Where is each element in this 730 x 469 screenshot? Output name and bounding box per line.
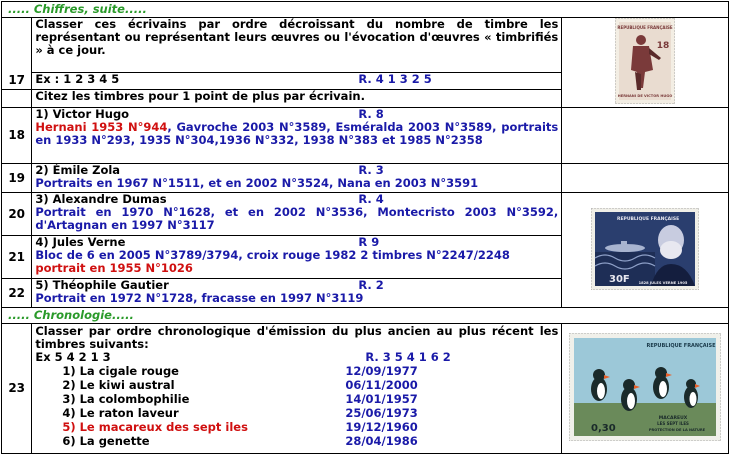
section-title: Chronologie [33, 308, 112, 322]
instruction-text: Citez les timbres pour 1 point de plus par écrivain. [32, 90, 562, 108]
list-item [62, 378, 558, 392]
verne-stamp-cell [562, 193, 729, 308]
stamp-country-text: REPUBLIQUE FRANÇAISE [617, 25, 673, 30]
list-item [62, 420, 558, 434]
row-number-text: 17 [8, 73, 26, 88]
writer-detail-red: portrait en 1955 N°1026 [35, 261, 193, 275]
list-item [62, 434, 558, 448]
blank-cell [562, 164, 729, 193]
stamp-value-text: 0,30 [591, 423, 616, 434]
writer-detail: Bloc de 6 en 2005 N°3789/3794, croix rouge 1982 2 timbres N°2247/2248 [35, 248, 510, 262]
row-number-21 [2, 236, 32, 279]
question-text: Classer ces écrivains par ordre décroissant du nombre de timbre les représentant ou représentant leurs œuvres ou l'évocation d'œuvres « timbrifiés » à ce jour. [35, 17, 559, 57]
question-17-example-row [32, 72, 562, 90]
writer-name: 3) Alexandre Dumas [35, 192, 167, 206]
writer-detail: Portrait en 1970 N°1628, et en 2002 N°3536, Montecristo 2003 N°3592, d'Artagnan en 1997 N°3117 [35, 205, 559, 232]
stamp-value-text: 18 [656, 41, 670, 51]
verne-stamp-icon [591, 208, 699, 290]
section-dots: ..... [8, 2, 30, 16]
puffin-stamp-icon [569, 333, 721, 441]
row-number-blank [2, 90, 32, 108]
writer-detail: Portraits en 1967 N°1511, et en 2002 N°3524, Nana en 2003 N°3591 [35, 176, 479, 190]
writer-zola-cell [32, 164, 562, 193]
section-header-chiffres [2, 2, 729, 18]
blank-cell [562, 108, 729, 164]
writer-verne-cell [32, 236, 562, 279]
row-number-blank [2, 18, 32, 73]
item-date: 25/06/1973 [345, 406, 418, 420]
section-header-chronologie [2, 308, 729, 324]
writer-detail: , Gavroche 2003 N°3589, Esméralda 2003 N°3589, portraits en 1933 N°293, 1935 N°304,1936 N°332, 1938 N°383 et 1985 N°2358 [35, 120, 559, 147]
section-dots: ..... [8, 308, 30, 322]
writer-score: R. 2 [358, 278, 384, 292]
puffin-stamp-cell [562, 324, 729, 454]
writer-hugo-cell [32, 108, 562, 164]
writer-score: R 9 [358, 235, 380, 249]
list-item [62, 392, 558, 406]
stamp-caption-text: 1828 JULES VERNE 1905 [638, 280, 688, 285]
row-number-23 [2, 324, 32, 454]
item-date: 19/12/1960 [345, 420, 418, 434]
writer-score: R. 3 [358, 163, 384, 177]
row-number-20 [2, 193, 32, 236]
row-number-text: 20 [8, 206, 26, 221]
section-dots: ..... [111, 308, 134, 322]
row-number-17 [2, 72, 32, 90]
item-label: 3) La colombophilie [62, 392, 190, 406]
writer-dumas-cell [32, 193, 562, 236]
example-text: Ex 5 4 2 1 3 [35, 350, 111, 364]
row-number-text: 21 [8, 249, 26, 264]
row-number-text: 23 [8, 381, 26, 395]
stamp-caption-text: HERNANI DE VICTOR HUGO [617, 94, 673, 98]
list-item [62, 406, 558, 420]
item-date: 06/11/2000 [345, 378, 418, 392]
writer-detail-red: Hernani 1953 N°944 [35, 120, 168, 134]
item-date: 14/01/1957 [345, 392, 418, 406]
section-title: Chiffres, suite [33, 2, 125, 16]
section-dots: ..... [124, 2, 147, 16]
question-text: Classer par ordre chronologique d'émission du plus ancien au plus récent les timbres suivants: [35, 324, 559, 351]
row-number-text: 19 [8, 170, 26, 185]
item-date: 28/04/1986 [345, 434, 418, 448]
writer-detail: Portrait en 1972 N°1728, fracasse en 1997 N°3119 [35, 291, 364, 305]
answer-text: R. 4 1 3 2 5 [358, 71, 432, 86]
writer-name: 1) Victor Hugo [35, 107, 130, 121]
writer-name: 4) Jules Verne [35, 235, 126, 249]
chronology-list [62, 364, 558, 448]
list-item [62, 364, 558, 378]
stamp-caption-text: PROTECTION DE LA NATURE [649, 428, 706, 432]
answer-text: R. 3 5 4 1 6 2 [365, 350, 451, 364]
stamp-country-text: REPUBLIQUE FRANÇAISE [617, 216, 680, 222]
hugo-stamp-cell [562, 18, 729, 108]
writer-gautier-cell [32, 279, 562, 308]
stamp-value-text: 30F [609, 273, 630, 285]
item-label: 5) Le macareux des sept iles [62, 420, 248, 434]
writer-score: R. 8 [358, 107, 384, 121]
quiz-table [1, 1, 729, 454]
stamp-caption-text: LES SEPT ILES [657, 421, 690, 426]
question-17-text [32, 18, 562, 73]
writer-score: R. 4 [358, 192, 384, 206]
item-label: 6) La genette [62, 434, 150, 448]
example-text: Ex : 1 2 3 4 5 [35, 71, 120, 86]
item-label: 1) La cigale rouge [62, 364, 179, 378]
writer-name: 5) Théophile Gautier [35, 278, 169, 292]
row-number-text: 18 [8, 128, 26, 142]
row-number-text: 22 [8, 285, 26, 300]
row-number-22 [2, 279, 32, 308]
stamp-country-text: REPUBLIQUE FRANÇAISE [646, 343, 716, 349]
stamp-caption-text: MACAREUX [658, 416, 688, 421]
item-date: 12/09/1977 [345, 364, 418, 378]
row-number-18 [2, 108, 32, 164]
hugo-stamp-icon [615, 18, 675, 104]
item-label: 4) Le raton laveur [62, 406, 179, 420]
row-number-19 [2, 164, 32, 193]
writer-name: 2) Émile Zola [35, 163, 121, 177]
item-label: 2) Le kiwi austral [62, 378, 175, 392]
question-23-cell [32, 324, 562, 454]
